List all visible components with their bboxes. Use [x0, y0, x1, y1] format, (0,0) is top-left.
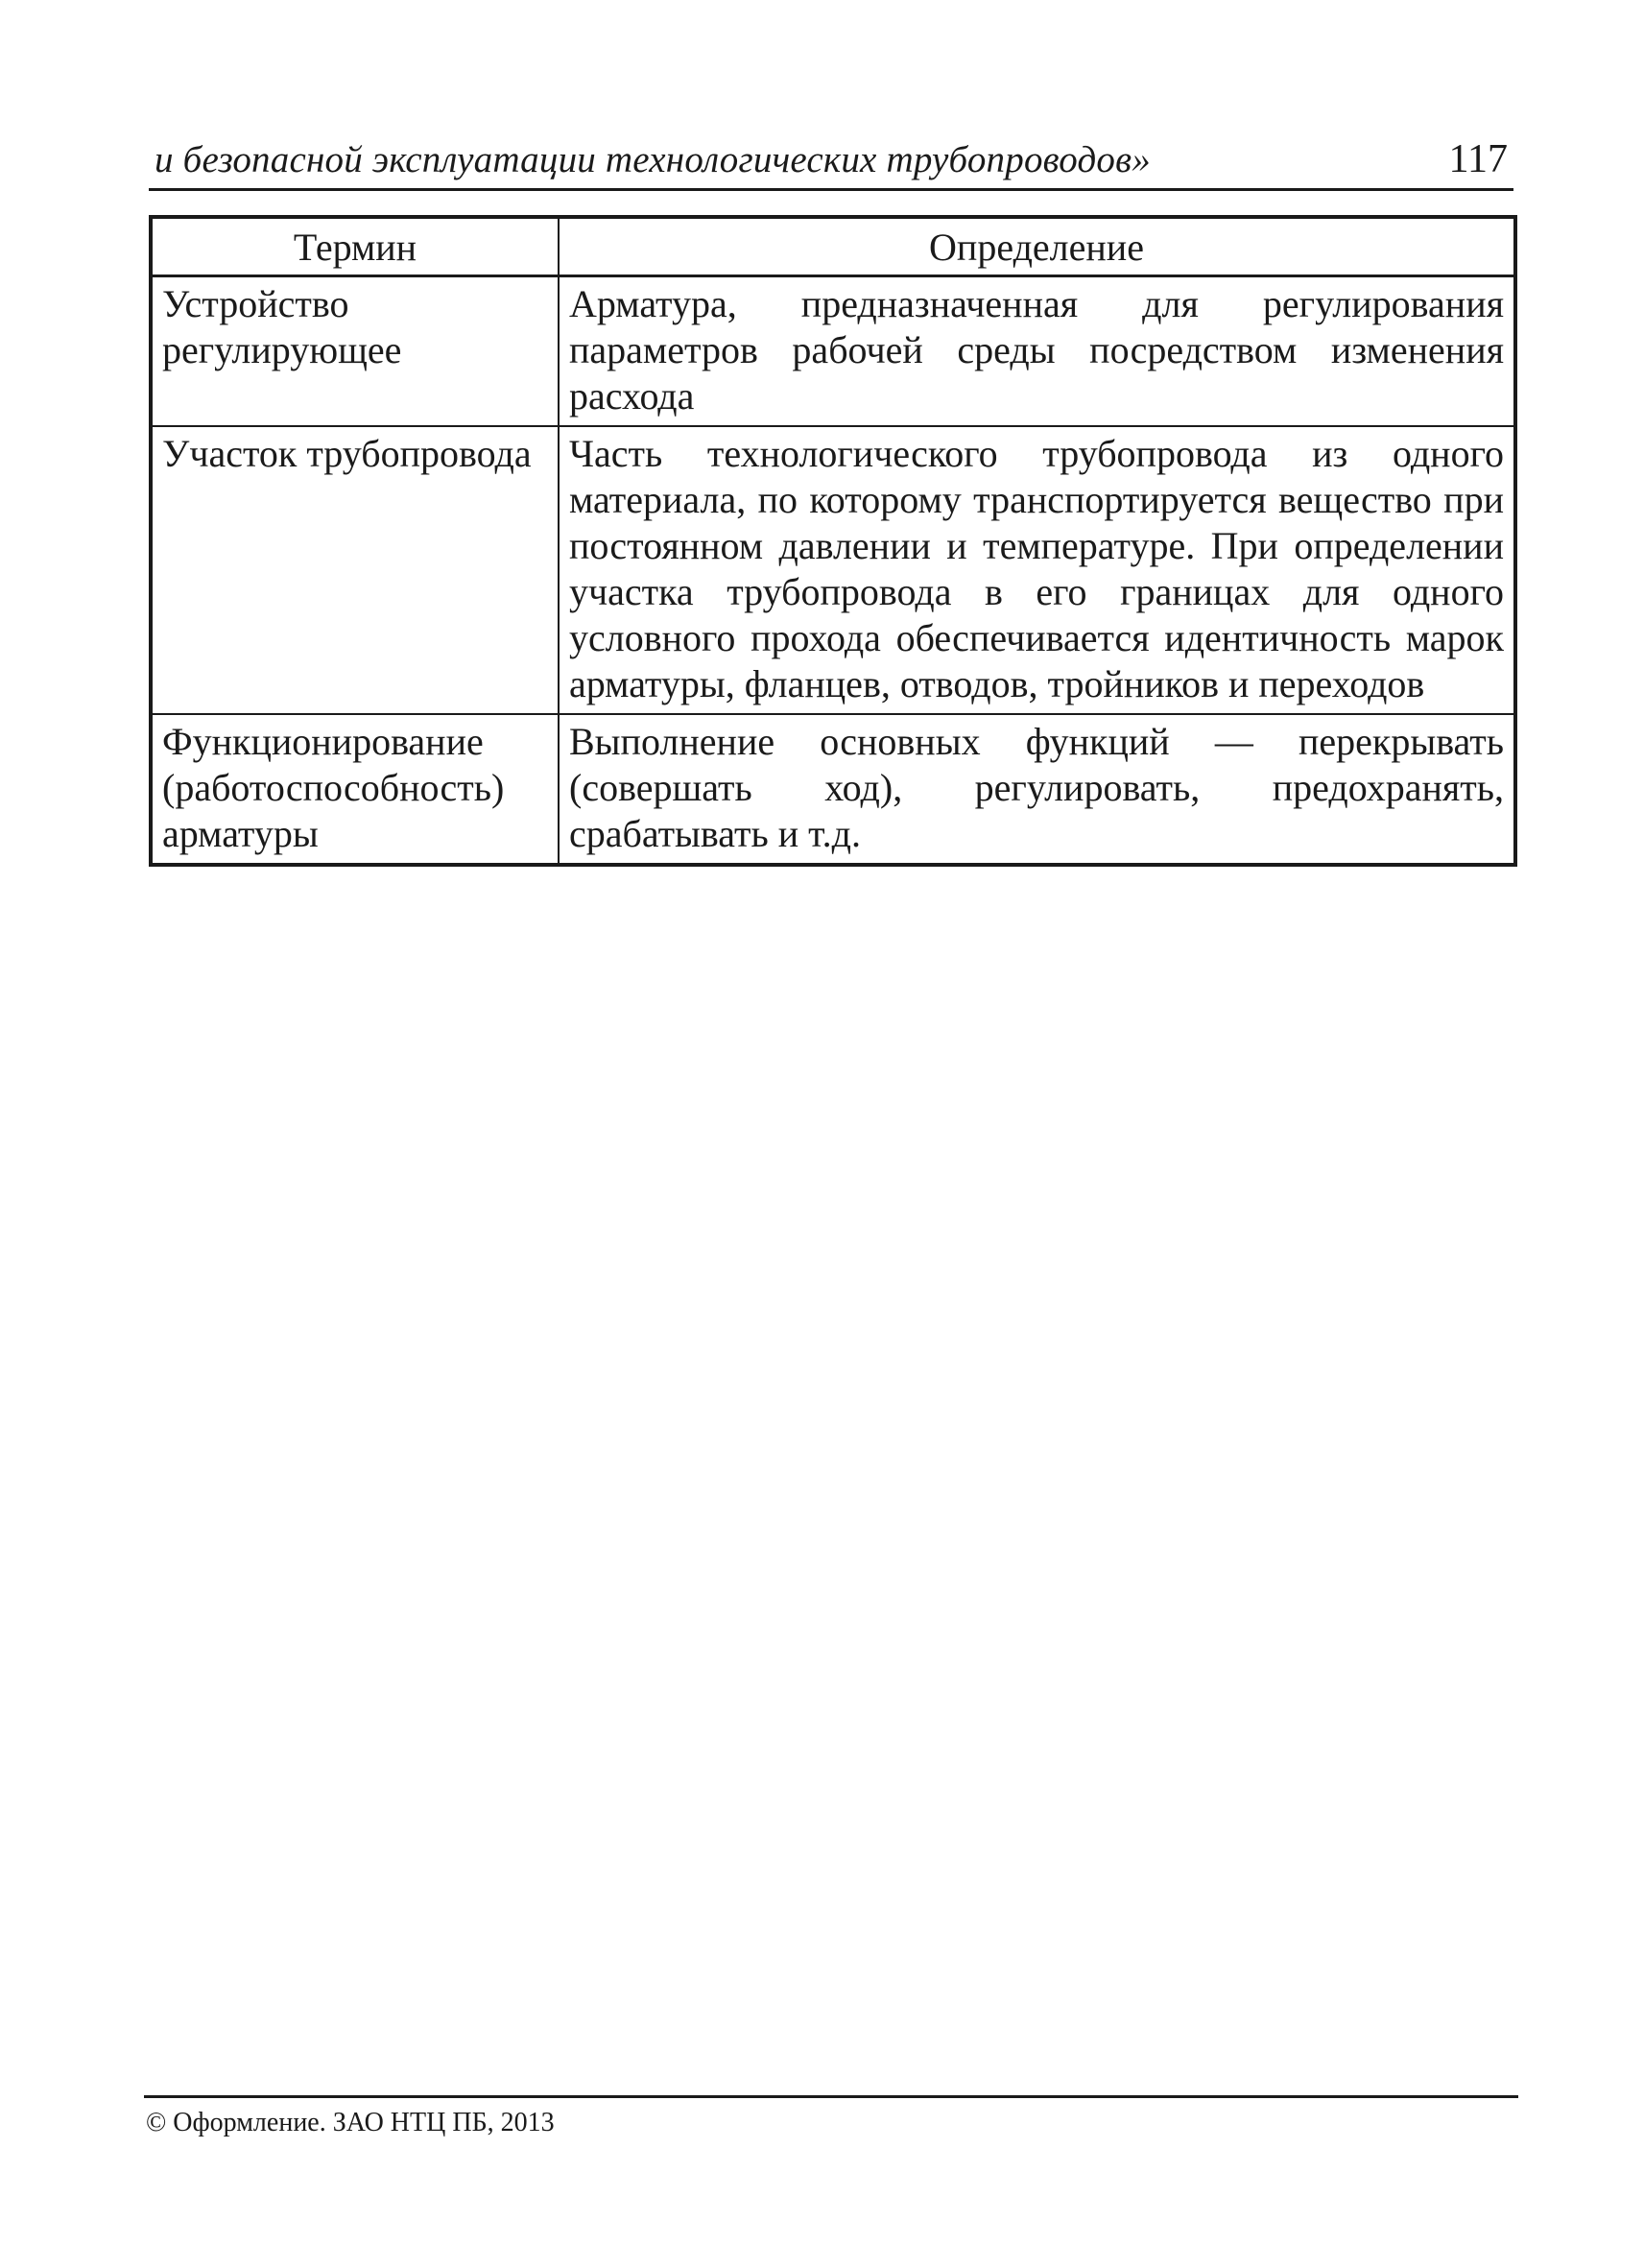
table-header-row [151, 217, 1515, 276]
table-row [151, 276, 1515, 427]
footer-copyright: © Оформление. ЗАО НТЦ ПБ, 2013 [146, 2108, 555, 2137]
column-header-term: Термин [151, 217, 559, 276]
terms-table [149, 215, 1517, 867]
term-cell: Устройство регулирующее [151, 276, 559, 427]
running-header-title: и безопасной эксплуатации технологических трубопроводов» [155, 139, 1151, 180]
term-cell: Участок трубопровода [151, 426, 559, 714]
table-row [151, 714, 1515, 865]
definition-cell: Арматура, предназначенная для регулирования параметров рабочей среды посредством изменения расхода [559, 276, 1515, 427]
definition-cell: Выполнение основных функций — перекрывать (совершать ход), регулировать, предохранять, срабатывать и т.д. [559, 714, 1515, 865]
page-number: 117 [1448, 137, 1508, 181]
column-header-definition: Определение [559, 217, 1515, 276]
definition-cell: Часть технологического трубопровода из одного материала, по которому транспортируется вещество при постоянном давлении и температуре. При определении участка трубопровода в его границах для одного условного прохода обеспечивается идентичность марок арматуры, фланцев, отводов, тройников и переходов [559, 426, 1515, 714]
footer-divider [144, 2095, 1518, 2098]
table-row [151, 426, 1515, 714]
term-cell: Функционирование (работоспособность) арматуры [151, 714, 559, 865]
running-header [149, 134, 1513, 191]
